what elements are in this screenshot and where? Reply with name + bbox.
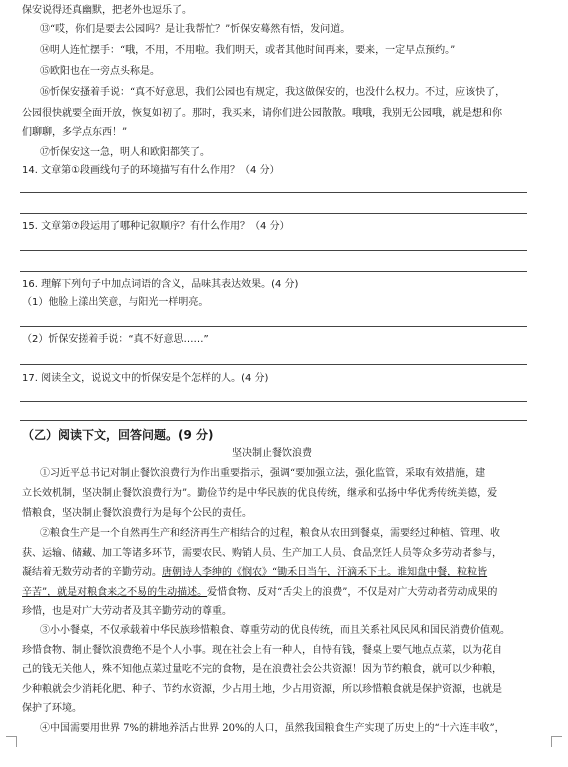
essay-line: 己的钱无关他人，殊不知他点菜过量吃不完的食物，是在浪费社会公共资源！因为节约粮食，就可以少种粮， (22, 664, 502, 675)
story-line: ⑯忻保安搔着手说：“真不好意思，我们公园也有规定，我这做保安的，也没什么权力。不过，应该快了， (40, 87, 506, 98)
underlined-sentence: 唐朝诗人李绅的《悯农》“锄禾日当午，汗滴禾下土。谁知盘中餐，粒粒皆 (162, 567, 488, 578)
question-17: 17. 阅读全文，说说文中的忻保安是个怎样的人。(4 分) (22, 373, 269, 384)
answer-line (20, 420, 527, 421)
answer-line (20, 401, 527, 402)
answer-line (20, 326, 527, 327)
essay-line (22, 566, 487, 580)
underlined-sentence: 辛苦”，就是对粮食来之不易的生动描述。 (22, 587, 208, 598)
essay-line: 惜粮食，坚决制止餐饮浪费行为是每个公民的责任。 (22, 508, 252, 519)
essay-line: 珍惜食物、制止餐饮浪费绝不是个人小事。现在社会上有一种人，自恃有钱，餐桌上要气地点点菜，以为花自 (22, 645, 502, 656)
essay-line: ①习近平总书记对制止餐饮浪费行为作出重要指示，强调“要加强立法，强化监管，采取有效措施，建 (40, 468, 486, 479)
essay-line: 少种粮就会少消耗化肥、种子、节约水资源，少占用土地，少占用资源，所以珍惜粮食就是保护资源，也就是 (22, 684, 502, 695)
story-line: ⑭明人连忙摆手：“哦，不用，不用啦。我们明天，或者其他时间再来，要来，一定早点预约。” (40, 45, 456, 56)
essay-line: 获、运输、储藏、加工等诸多环节，需要农民、购销人员、生产加工人员、食品烹饪人员等众多劳动者参与， (22, 548, 502, 559)
essay-line-end: 爱惜食物、反对“舌尖上的浪费”，不仅是对广大劳动者劳动成果的 (207, 587, 498, 598)
section-heading: （乙）阅读下文，回答问题。(9 分) (22, 428, 214, 442)
essay-line: ③小小餐桌，不仅承载着中华民族珍惜粮食、尊重劳动的优良传统，而且关系社风民风和国民消费价值观。 (40, 625, 510, 636)
answer-line (20, 213, 527, 214)
story-line: 们聊聊，多学点东西！” (22, 127, 128, 138)
essay-line (22, 586, 497, 600)
question-16: 16. 理解下列句子中加点词语的含义，品味其表达效果。(4 分) (22, 279, 299, 290)
question-14: 14. 文章第①段画线句子的环境描写有什么作用？（4 分） (22, 165, 280, 176)
essay-title: 坚决制止餐饮浪费 (232, 448, 312, 459)
crop-mark (6, 736, 17, 747)
story-line: ⑬“哎，你们是要去公园吗？是让我帮忙？”忻保安蓦然有悟，发问道。 (40, 24, 351, 35)
essay-line: 珍惜，也是对广大劳动者及其辛勤劳动的尊重。 (22, 606, 232, 617)
story-line: 公园很快就要全面开放，恢复如初了。那时，我买来，请你们进公园散散。哦哦，我别无公园哦，就是想和你 (22, 108, 502, 119)
story-line: ⑰忻保安这一急，明人和欧阳都笑了。 (40, 147, 210, 158)
essay-line: ②粮食生产是一个自然再生产和经济再生产相结合的过程，粮食从农田到餐桌，需要经过种植、管理、收 (40, 528, 500, 539)
question-15: 15. 文章第⑦段运用了哪种记叙顺序？有什么作用？（4 分） (22, 221, 290, 232)
answer-line (20, 250, 527, 251)
essay-line-start: 凝结着无数劳动者的辛勤劳动。 (22, 567, 162, 578)
answer-line (20, 271, 527, 272)
essay-line: ④中国需要用世界 7%的耕地养活占世界 20%的人口，虽然我国粮食生产实现了历史上的“十六连丰收”， (40, 723, 505, 734)
answer-line (20, 364, 527, 365)
question-16-part-1: （1）他脸上漾出笑意，与阳光一样明亮。 (22, 297, 209, 308)
story-line: 保安说得还真幽默，把老外也逗乐了。 (22, 5, 192, 16)
story-line: ⑮欧阳也在一旁点头称是。 (40, 66, 160, 77)
answer-line (20, 192, 527, 193)
essay-line: 立长效机制，坚决制止餐饮浪费行为”。勤俭节约是中华民族的优良传统，继承和弘扬中华优秀传统美德，爱 (22, 488, 498, 499)
question-16-part-2: （2）忻保安搓着手说：“真不好意思……” (22, 334, 209, 345)
crop-mark (551, 736, 562, 747)
essay-line: 保护了环境。 (22, 703, 82, 714)
